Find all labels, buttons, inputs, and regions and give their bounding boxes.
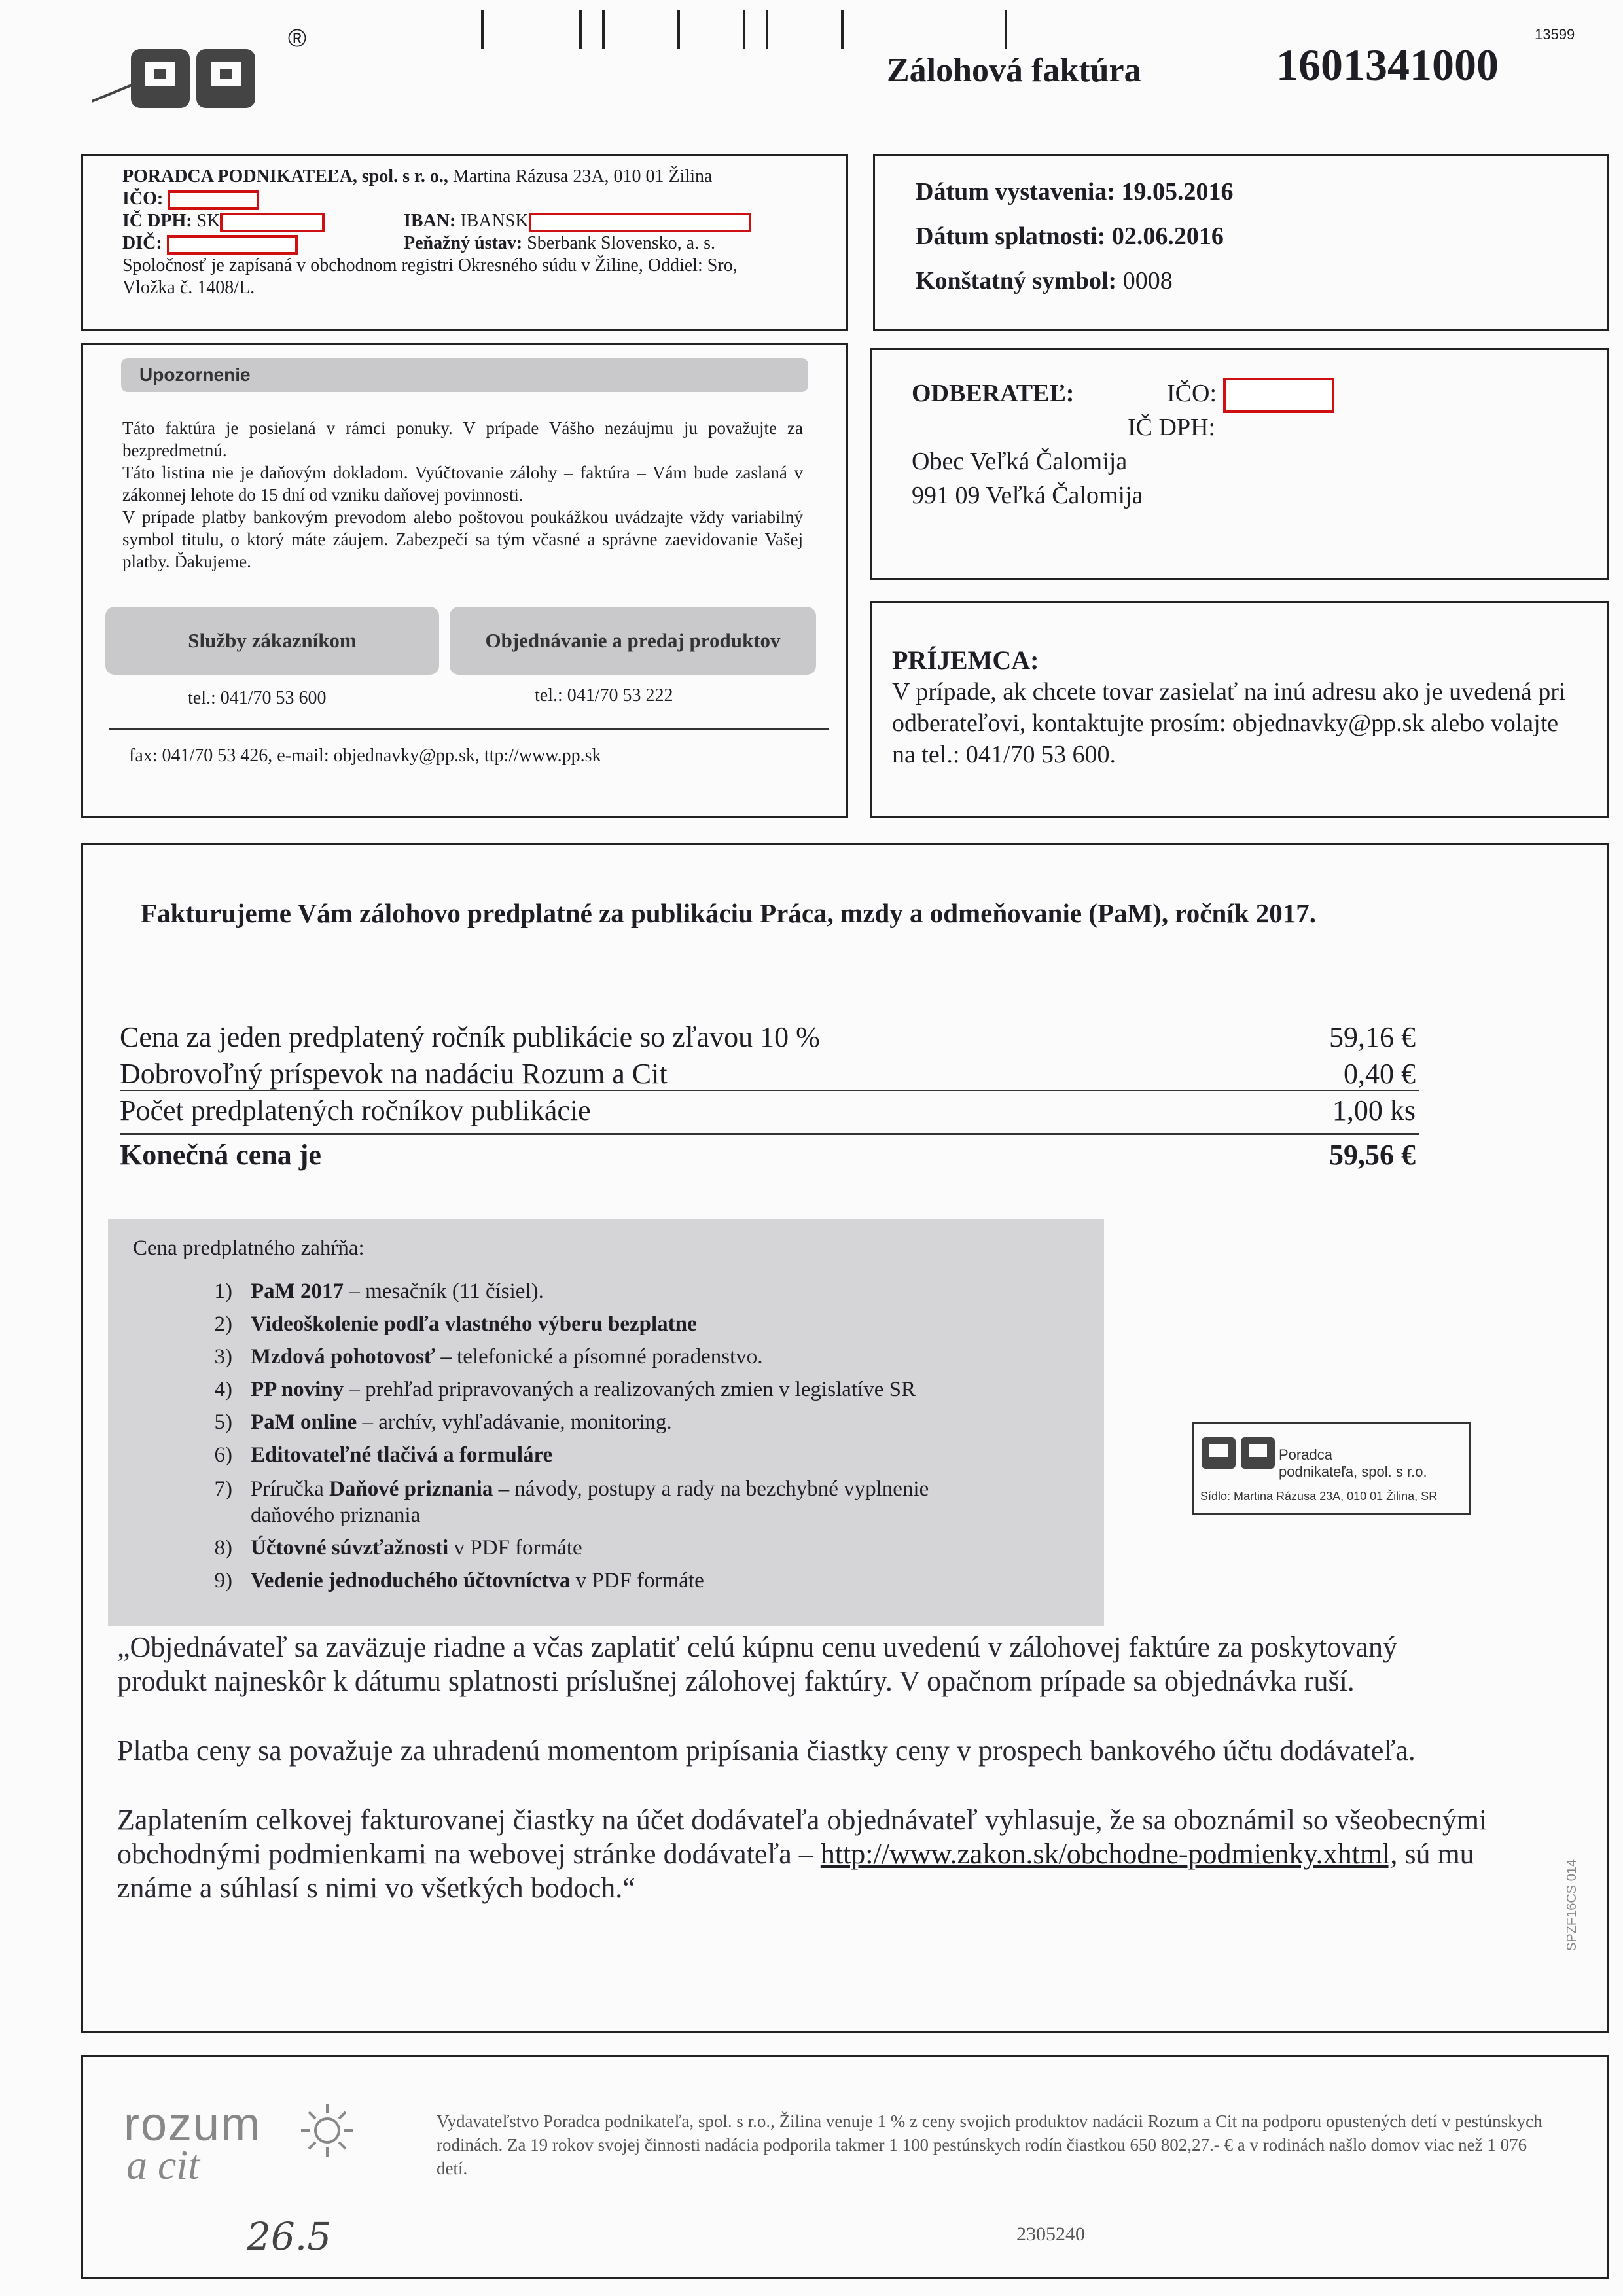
supplier-ico-label: IČO: xyxy=(122,188,164,209)
constant-symbol: 0008 xyxy=(1122,267,1173,295)
supplier-name: PORADCA PODNIKATEĽA, spol. s r. o., xyxy=(122,166,448,187)
total-label: Konečná cena je xyxy=(120,1139,321,1171)
constant-symbol-label: Konštatný symbol: xyxy=(916,267,1117,295)
redacted-icdph xyxy=(220,213,325,232)
footer-code: 2305240 xyxy=(1016,2223,1085,2245)
service-phone: tel.: 041/70 53 600 xyxy=(188,688,327,708)
terms-link[interactable]: http://www.zakon.sk/obchodne-podmienky.xhtml, xyxy=(820,1838,1398,1870)
customer-label: ODBERATEĽ: xyxy=(912,380,1075,407)
terms-paragraph-3: Zaplatením celkovej fakturovanej čiastky na účet dodávateľa objednávateľ vyhlasuje, že sa oboznámil so všeobecnými obchodnými podmienkami na webovej stránke dodávateľa – http://www.zakon.sk/obchodne-podmienky.xhtml, sú mu známe a súhlasí s nimi vo všetkých bodoch.“ xyxy=(117,1804,1488,1904)
supplier-icdph-prefix: SK xyxy=(196,211,221,231)
recipient-text: V prípade, ak chcete tovar zasielať na inú adresu ako je uvedená pri odberateľovi, kontaktujte prosím: objednavky@pp.sk alebo volajte na tel.: 041/70 53 600. xyxy=(892,678,1566,768)
redacted-dic xyxy=(167,235,298,255)
includes-title: Cena predplatného zahŕňa: xyxy=(133,1236,365,1260)
total-divider xyxy=(120,1133,1419,1135)
handwritten-note: 26.5 xyxy=(247,2214,332,2259)
includes-item: 1) PaM 2017 – mesačník (11 čísiel). xyxy=(214,1280,544,1303)
orders-label: Objednávanie a predaj produktov xyxy=(485,629,781,652)
contact-line: fax: 041/70 53 426, e-mail: objednavky@pp.sk, ttp://www.pp.sk xyxy=(129,745,601,766)
customer-box xyxy=(870,348,1609,580)
due-date-label: Dátum splatnosti: xyxy=(916,223,1106,250)
sun-icon xyxy=(291,2091,363,2163)
customer-address: 991 09 Veľká Čalomija xyxy=(912,482,1143,509)
item-label: Dobrovoľný príspevok na nadáciu Rozum a Cit xyxy=(120,1058,668,1090)
customer-service-button[interactable] xyxy=(105,607,439,675)
orders-button[interactable] xyxy=(450,607,816,675)
supplier-icdph-label: IČ DPH: xyxy=(122,211,192,231)
stamp-company-1: Poradca xyxy=(1279,1446,1332,1463)
includes-item: 7) Príručka Daňové priznania – návody, postupy a rady na bezchybné vyplnenie daňového priznania xyxy=(214,1477,929,1527)
notice-paragraph-3: V prípade platby bankovým prevodom alebo poštovou poukážkou uvádzajte vždy variabilný symbol titulu, o ktorý máte záujem. Zabezpečí sa tým včasné a správne zaevidovanie Vašej platby. Ďakujeme. xyxy=(122,507,803,571)
redacted-iban xyxy=(529,213,751,232)
due-date: 02.06.2016 xyxy=(1111,223,1224,250)
stamp-company-2: podnikateľa, spol. s r.o. xyxy=(1279,1463,1427,1480)
total-value: 59,56 € xyxy=(1329,1139,1416,1171)
invoice-box xyxy=(81,843,1609,2033)
iban-label: IBAN: xyxy=(404,211,456,231)
scan-code: 13599 xyxy=(1535,26,1575,43)
terms-paragraph-2: Platba ceny sa považuje za uhradenú momentom pripísania čiastky ceny v prospech bankového účtu dodávateľa. xyxy=(117,1734,1416,1767)
dates-box xyxy=(873,154,1609,331)
includes-item: 4) PP noviny – prehľad pripravovaných a realizovaných zmien v legislatíve SR xyxy=(214,1378,916,1401)
items-divider xyxy=(120,1090,1419,1091)
notice-header: Upozornenie xyxy=(139,365,251,385)
includes-item: 5) PaM online – archív, vyhľadávanie, monitoring. xyxy=(214,1410,672,1434)
includes-panel xyxy=(108,1219,1104,1626)
notice-divider xyxy=(109,728,829,730)
redacted-ico xyxy=(168,190,259,210)
side-code: SPZF16CS 014 xyxy=(1565,1859,1579,1951)
includes-item: 9) Vedenie jednoduchého účtovníctva v PDF formáte xyxy=(214,1569,704,1592)
notice-paragraph-1: Táto faktúra je posielaná v rámci ponuky. V prípade Vášho nezáujmu ju považujte za bezpredmetnú. xyxy=(122,418,803,460)
foundation-text: Vydavateľstvo Poradca podnikateľa, spol. s r.o., Žilina venuje 1 % z ceny svojich produktov nadácii Rozum a Cit na podporu opustených detí v pestúnskych rodinách. Za 19 rokov svojej činnosti nadácia podporila takmer 1 100 pestúnskych rodín čiastkou 650 802,27.- € a v rodinách našlo domov viac než 1 076 detí. xyxy=(437,2111,1543,2178)
footer-box xyxy=(81,2055,1609,2279)
redacted-customer-ico xyxy=(1223,378,1334,413)
notice-box xyxy=(81,343,848,818)
item-row xyxy=(120,1057,1416,1090)
barcode-marks xyxy=(478,10,1014,49)
item-row xyxy=(120,1094,1416,1127)
item-value: 1,00 ks xyxy=(1332,1094,1416,1126)
invoice-number: 1601341000 xyxy=(1276,40,1499,90)
customer-ico-label: IČO: xyxy=(1167,380,1217,407)
recipient-box xyxy=(870,601,1609,818)
supplier-dic-label: DIČ: xyxy=(122,233,162,253)
stamp-address: Sídlo: Martina Rázusa 23A, 010 01 Žilina, SR xyxy=(1200,1490,1438,1503)
issued-date-label: Dátum vystavenia: xyxy=(916,178,1116,206)
item-label: Cena za jeden predplatený ročník publikácie so zľavou 10 % xyxy=(120,1021,820,1053)
supplier-address: Martina Rázusa 23A, 010 01 Žilina xyxy=(452,166,713,187)
rozum-logo-bottom: a cit xyxy=(126,2142,200,2188)
invoice-subject: Fakturujeme Vám zálohovo predplatné za publikáciu Práca, mzdy a odmeňovanie (PaM), ročník 2017. xyxy=(141,898,1316,928)
customer-service-label: Služby zákazníkom xyxy=(188,629,357,652)
total-row xyxy=(120,1138,1416,1172)
includes-item: 2) Videoškolenie podľa vlastného výberu bezplatne xyxy=(214,1312,697,1336)
recipient-label: PRÍJEMCA: xyxy=(892,645,1039,675)
item-row xyxy=(120,1020,1416,1054)
registered-mark: ® xyxy=(288,25,306,52)
customer-name: Obec Veľká Čalomija xyxy=(912,448,1128,475)
issued-date: 19.05.2016 xyxy=(1121,178,1234,206)
stamp-pp-logo xyxy=(1202,1435,1280,1471)
includes-item: 6) Editovateľné tlačivá a formuláre xyxy=(214,1443,553,1467)
company-stamp xyxy=(1192,1422,1471,1515)
notice-paragraph-2: Táto listina nie je daňovým dokladom. Vyúčtovanie zálohy – faktúra – Vám bude zaslaná v zákonnej lehote do 15 dní od vzniku daňovej povinnosti. xyxy=(122,463,803,505)
item-value: 59,16 € xyxy=(1329,1021,1416,1053)
bank-label: Peňažný ústav: xyxy=(404,233,523,253)
pp-logo-graphic xyxy=(92,20,288,118)
includes-item: 3) Mzdová pohotovosť – telefonické a písomné poradenstvo. xyxy=(214,1345,763,1369)
pp-logo xyxy=(92,20,288,118)
customer-icdph-label: IČ DPH: xyxy=(1128,414,1216,441)
includes-item: 8) Účtovné súvzťažnosti v PDF formáte xyxy=(214,1536,582,1560)
supplier-registry: Spoločnosť je zapísaná v obchodnom registri Okresného súdu v Žiline, Oddiel: Sro, Vložka č. 1408/L. xyxy=(122,255,738,298)
rozum-logo-top: rozum xyxy=(124,2098,262,2151)
item-label: Počet predplatených ročníkov publikácie xyxy=(120,1094,591,1126)
document-type: Zálohová faktúra xyxy=(887,52,1141,89)
terms-paragraph-1: „Objednávateľ sa zaväzuje riadne a včas zaplatiť celú kúpnu cenu uvedenú v zálohovej faktúre za poskytovaný produkt najneskôr k dátumu splatnosti príslušnej zálohovej faktúry. V opačnom prípade sa objednávka ruší. xyxy=(117,1631,1397,1697)
supplier-box xyxy=(81,154,848,331)
bank-name: Sberbank Slovensko, a. s. xyxy=(527,233,715,253)
notice-header-bar xyxy=(121,358,808,392)
iban-prefix: IBANSK xyxy=(460,211,529,231)
orders-phone: tel.: 041/70 53 222 xyxy=(535,685,673,706)
item-value: 0,40 € xyxy=(1344,1058,1416,1090)
